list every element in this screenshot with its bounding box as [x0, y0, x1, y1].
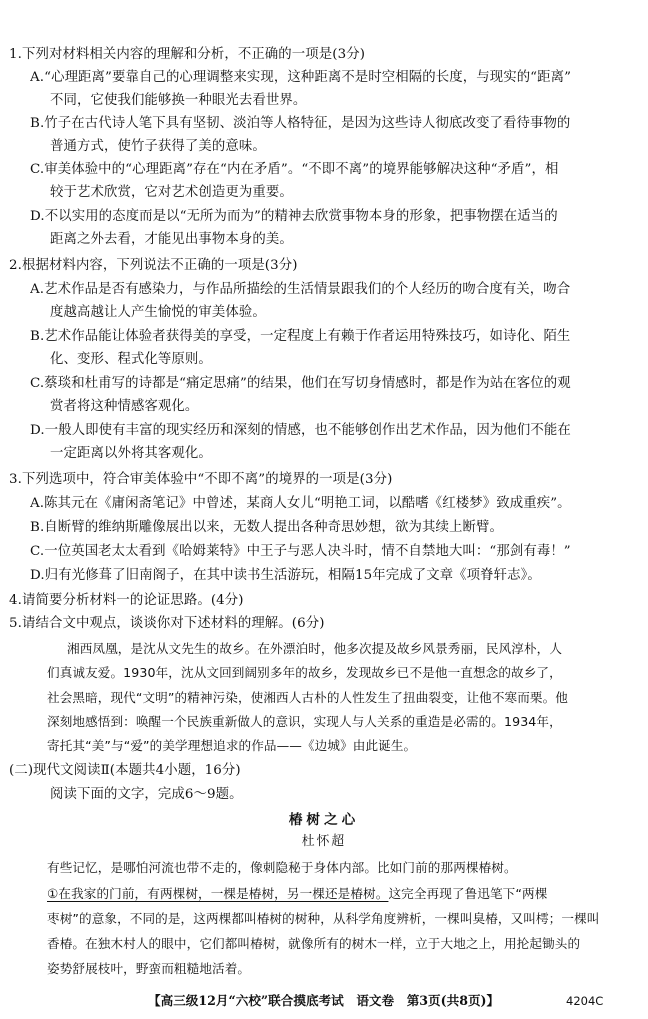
- q5-stem: 5.请结合文中观点，谈谈你对下述材料的理解。(6分): [9, 616, 325, 631]
- q1-option-d-cont: 距离之外去看，才能见出事物本身的美。: [50, 232, 293, 247]
- q2-option-b: B.艺术作品能让体验者获得美的享受，一定程度上有赖于作者运用特殊技巧，如诗化、陌生: [30, 329, 571, 344]
- section2-header: (二)现代文阅读Ⅱ(本题共4小题，16分): [9, 763, 241, 778]
- article-paragraph-2-line-4: 姿势舒展枝叶，野蛮而粗糙地活着。: [47, 961, 251, 976]
- section2-instruction: 阅读下面的文字，完成6～9题。: [50, 787, 243, 802]
- article-author: 杜怀超: [301, 834, 347, 849]
- q1-option-d: D.不以实用的态度而是以“无所为而为”的精神去欣赏事物本身的形象，把事物摆在适当的: [30, 209, 558, 224]
- q5-material-line-4: 深刻地感悟到：唤醒一个民族重新做人的意识，实现人与人关系的重造是必需的。1934年，: [47, 714, 562, 729]
- q2-option-d: D.一般人即使有丰富的现实经历和深刻的情感，也不能够创作出艺术作品，因为他们不能在: [30, 423, 571, 438]
- q3-option-a: A.陈其元在《庸闲斋笔记》中曾述，某商人女儿“明艳工词，以酷嗜《红楼梦》致成重疾”。: [30, 496, 571, 511]
- q5-material-line-1: 湘西凤凰，是沈从文先生的故乡。在外漂泊时，他多次提及故乡风景秀丽，民风淳朴，人: [67, 641, 563, 656]
- q2-option-c: C.蔡琰和杜甫写的诗都是“痛定思痛”的结果，他们在写切身情感时，都是作为站在客位的观: [30, 376, 571, 391]
- q1-option-c-cont: 较于艺术欣赏，它对艺术创造更为重要。: [50, 185, 293, 200]
- page-footer: [0, 990, 648, 1012]
- article-title: 椿树之心: [288, 812, 360, 828]
- q1-option-a: A.“心理距离”要靠自己的心理调整来实现，这种距离不是时空相隔的长度，与现实的“距离”: [30, 70, 572, 85]
- q3-option-d: D.归有光修葺了旧南阁子，在其中读书生活游玩，相隔15年完成了文章《项脊轩志》。: [30, 568, 541, 583]
- article-paragraph-2-line-3: 香椿。在独木村人的眼中，它们都叫椿树，就像所有的树木一样，立于大地之上，用抡起锄头的: [47, 936, 581, 951]
- q4-stem: 4.请简要分析材料一的论证思路。(4分): [9, 593, 244, 608]
- q1-option-b: B.竹子在古代诗人笔下具有坚韧、淡泊等人格特征，是因为这些诗人彻底改变了看待事物的: [30, 116, 571, 131]
- q2-option-a-cont: 度越高越让人产生愉悦的审美体验。: [50, 305, 266, 320]
- q2-option-a: A.艺术作品是否有感染力，与作品所描绘的生活情景跟我们的个人经历的吻合度有关，吻合: [30, 282, 571, 297]
- q1-stem: 1.下列对材料相关内容的理解和分析，不正确的一项是(3分): [9, 47, 366, 62]
- q5-material-line-2: 们真诚友爱。1930年，沈从文回到阔别多年的故乡，发现故乡已不是他一直想念的故乡了，: [47, 665, 562, 680]
- article-paragraph-2-line-2: 枣树”的意象，不同的是，这两棵都叫椿树的树种，从科学角度辨析，一棵叫臭椿，又叫樗；一棵叫: [47, 911, 600, 926]
- article-paragraph-1: 有些记忆，是哪怕河流也带不走的，像刺隐秘于身体内部。比如门前的那两棵椿树。: [47, 860, 517, 875]
- q1-option-c: C.审美体验中的“心理距离”存在“内在矛盾”。“不即不离”的境界能够解决这种“矛盾”，相: [30, 162, 559, 177]
- q3-option-b: B.自断臂的维纳斯雕像展出以来，无数人提出各种奇思妙想，欲为其续上断臂。: [30, 520, 503, 535]
- q3-option-c: C.一位英国老太太看到《哈姆莱特》中王子与恶人决斗时，情不自禁地大叫：“那剑有毒！”: [30, 544, 571, 559]
- footer-paper-code: 4204C: [566, 994, 604, 1008]
- q2-option-c-cont: 赏者将这种情感客观化。: [50, 399, 199, 414]
- q1-option-a-cont: 不同，它使我们能够换一种眼光去看世界。: [50, 93, 307, 108]
- q2-stem: 2.根据材料内容，下列说法不正确的一项是(3分): [9, 258, 298, 273]
- article-paragraph-2-rest: 这完全再现了鲁迅笔下“两棵: [388, 886, 548, 901]
- underlined-sentence-1: ①在我家的门前，有两棵树，一棵是椿树，另一棵还是椿树。: [47, 886, 389, 901]
- q5-material-line-5: 寄托其“美”与“爱”的美学理想追求的作品——《边城》由此诞生。: [47, 738, 417, 753]
- footer-exam-info: 【高三级12月“六校”联合摸底考试 语文卷 第3页(共8页)】: [148, 993, 500, 1008]
- q3-stem: 3.下列选项中，符合审美体验中“不即不离”的境界的一项是(3分): [9, 472, 393, 487]
- q5-material-line-3: 社会黑暗，现代“文明”的精神污染，使湘西人古朴的人性发生了扭曲裂变，让他不寒而栗。他: [47, 690, 568, 705]
- q2-option-b-cont: 化、变形、程式化等原则。: [50, 352, 212, 367]
- q1-option-b-cont: 普通方式，使竹子获得了美的意味。: [50, 139, 266, 154]
- q2-option-d-cont: 一定距离以外将其客观化。: [50, 446, 212, 461]
- article-paragraph-2: [47, 883, 648, 905]
